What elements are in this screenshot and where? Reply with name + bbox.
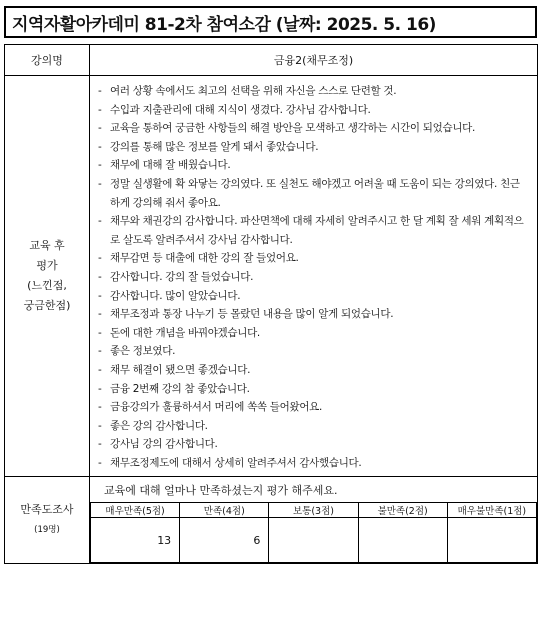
rating-value-row [91,518,537,563]
comment-item: - 감사합니다. 많이 알았습니다. [98,287,529,306]
rating-header-row [91,503,537,518]
comment-item: - 여러 상황 속에서도 최고의 선택을 위해 자신을 스스로 단련할 것. [98,82,529,101]
comment-item: - 금융강의가 훌륭하셔서 머리에 쏙쏙 들어왔어요. [98,398,529,417]
comment-item: - 채무조정과 통장 나누기 등 몰랐던 내용을 많이 알게 되었습니다. [98,305,529,324]
comment-item: - 금융 2번째 강의 참 좋았습니다. [98,380,529,399]
rating-value: 6 [180,518,269,563]
satisfaction-label-cell [5,477,90,564]
comment-item: - 돈에 대한 개념을 바꿔야겠습니다. [98,324,529,343]
comment-item: - 감사합니다. 강의 잘 들었습니다. [98,268,529,287]
respondent-count: (19명) [34,525,60,536]
rating-value: 13 [91,518,180,563]
satisfaction-label: 만족도조사 [20,503,74,517]
comments-cell [90,76,538,477]
page-title: 지역자활아카데미 81-2차 참여소감 (날짜: 2025. 5. 16) [4,6,537,38]
rating-option-label: 매우불만족(1점) [447,503,536,518]
rating-value [269,518,358,563]
rating-option-label: 보통(3점) [269,503,358,518]
evaluation-label-line2: 평가 [36,259,58,273]
rating-value [447,518,536,563]
comment-item: - 강사님 강의 감사합니다. [98,435,529,454]
satisfaction-cell [90,477,538,564]
rating-option-label: 불만족(2점) [358,503,447,518]
comment-item: - 채무감면 등 대출에 대한 강의 잘 들었어요. [98,249,529,268]
rating-value [358,518,447,563]
rating-option-label: 매우만족(5점) [91,503,180,518]
lecture-name-label: 강의명 [5,45,90,76]
header-row [5,45,538,76]
rating-table [90,502,537,563]
satisfaction-question: 교육에 대해 얼마나 만족하셨는지 평가 해주세요. [104,484,338,498]
comment-item: - 채무에 대해 잘 배웠습니다. [98,156,529,175]
rating-option-label: 만족(4점) [180,503,269,518]
satisfaction-row [5,477,538,564]
lecture-name-value: 금융2(채무조정) [90,45,538,76]
evaluation-label-line3: (느낀점, [27,279,67,293]
evaluation-label-line4: 궁금한점) [23,299,71,313]
comments-list [90,76,537,476]
comment-item: - 좋은 강의 감사합니다. [98,417,529,436]
comment-item: - 채무 해결이 됐으면 좋겠습니다. [98,361,529,380]
evaluation-label-line1: 교육 후 [29,239,65,253]
survey-table [4,44,538,564]
comment-item: - 정말 실생활에 확 와닿는 강의였다. 또 실천도 해야겠고 어려울 때 도움이 되는 강의였다. 친근하게 강의해 줘서 좋아요. [98,175,529,212]
comment-item: - 채무와 채권강의 감사합니다. 파산면책에 대해 자세히 알려주시고 한 달 계획 잘 세워 계획적으로 살도록 알려주셔서 강사님 감사합니다. [98,212,529,249]
comment-item: - 수입과 지출관리에 대해 지식이 생겼다. 강사님 감사합니다. [98,101,529,120]
evaluation-row [5,76,538,477]
comment-item: - 강의를 통해 많은 정보를 알게 돼서 좋았습니다. [98,138,529,157]
evaluation-label [5,76,90,477]
comment-item: - 채무조정제도에 대해서 상세히 알려주셔서 감사했습니다. [98,454,529,473]
comment-item: - 좋은 정보였다. [98,342,529,361]
comment-item: - 교육을 통하여 궁금한 사항들의 해결 방안을 모색하고 생각하는 시간이 되었습니다. [98,119,529,138]
